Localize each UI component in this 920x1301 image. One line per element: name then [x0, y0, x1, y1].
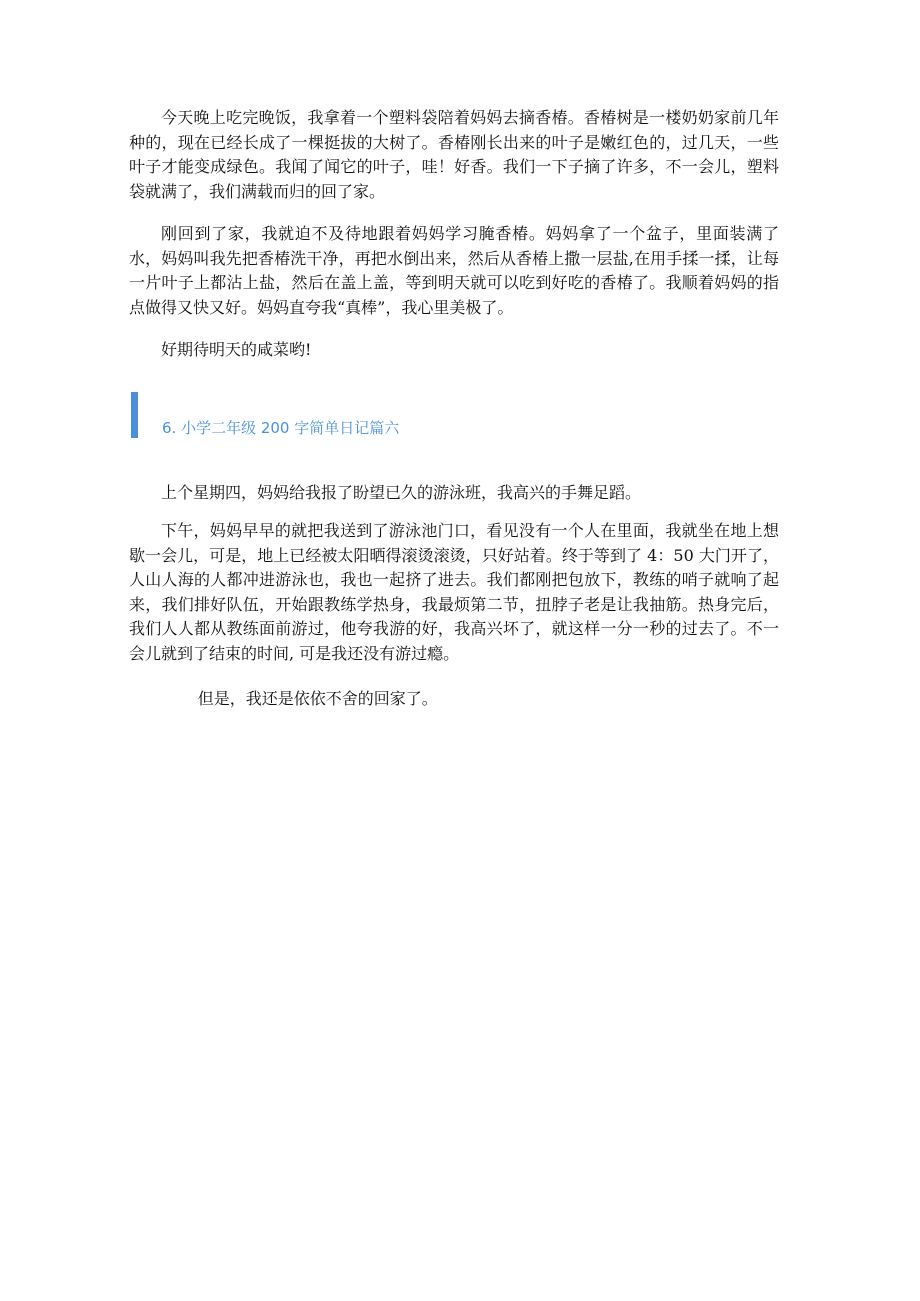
paragraph-swimming-day: 下午，妈妈早早的就把我送到了游泳池门口，看见没有一个人在里面，我就坐在地上想歇一会儿，可是，地上已经被太阳晒得滚烫滚烫，只好站着。终于等到了 4：50 大门开了，人山人海的人都冲进游泳也，我也一起挤了进去。我们都刚把包放下，教练的哨子就响了起来，我们排好队伍，开始跟教练学热身，我最烦第二节，扭脖子老是让我抽筋。热身完后，我们人人都从教练面前游过，他夸我游的好，我高兴坏了，就这样一分一秒的过去了。不一会儿就到了结束的时间, 可是我还没有游过瘾。: [129, 521, 779, 663]
paragraph-picking-toona: 今天晚上吃完晚饭，我拿着一个塑料袋陪着妈妈去摘香椿。香椿树是一楼奶奶家前几年种的，现在已经长成了一棵挺拔的大树了。香椿刚长出来的叶子是嫩红色的，过几天，一些叶子才能变成绿色。我闻了闻它的叶子，哇！好香。我们一下子摘了许多，不一会儿，塑料袋就满了，我们满载而归的回了家。: [129, 108, 779, 201]
heading-accent-bar: [131, 392, 138, 438]
paragraph-looking-forward: 好期待明天的咸菜哟!: [161, 340, 312, 359]
paragraph-pickling-toona: 刚回到了家，我就迫不及待地跟着妈妈学习腌香椿。妈妈拿了一个盆子，里面装满了水，妈妈叫我先把香椿洗干净，再把水倒出来，然后从香椿上撒一层盐,在用手揉一揉，让每一片叶子上都沾上盐，然后在盖上盖，等到明天就可以吃到好吃的香椿了。我顺着妈妈的指点做得又快又好。妈妈直夸我“真棒”，我心里美极了。: [129, 224, 779, 317]
section-heading-title: 6. 小学二年级 200 字简单日记篇六: [162, 419, 400, 437]
section-heading: [131, 392, 771, 438]
paragraph-going-home: 但是，我还是依依不舍的回家了。: [197, 689, 438, 708]
paragraph-swim-class: 上个星期四，妈妈给我报了盼望已久的游泳班，我高兴的手舞足蹈。: [161, 483, 642, 502]
